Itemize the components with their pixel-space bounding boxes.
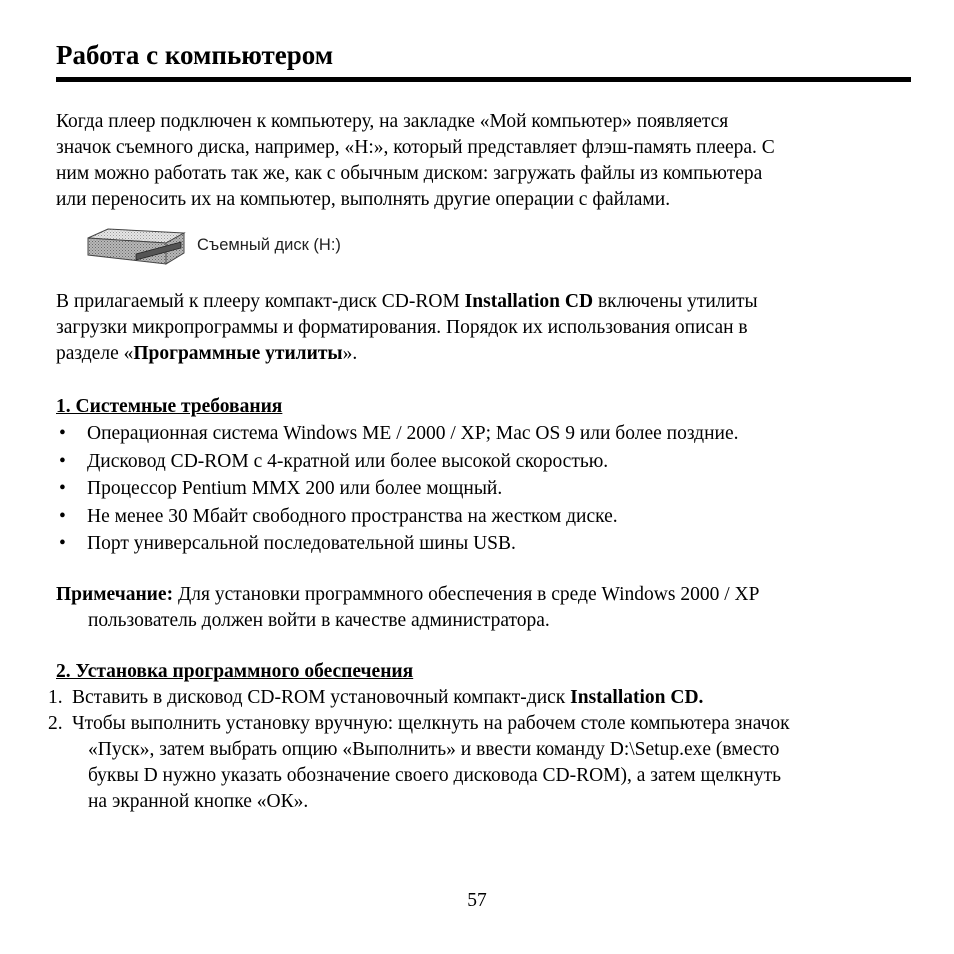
page-number: 57 xyxy=(467,890,487,911)
intro-paragraph xyxy=(56,109,916,213)
cd-paragraph xyxy=(56,289,916,367)
cd-text: ». xyxy=(342,343,358,364)
step-text: Чтобы выполнить установку вручную: щелкнуть на рабочем столе компьютера значок xyxy=(72,713,790,734)
list-item xyxy=(48,685,908,711)
step-text: буквы D нужно указать обозначение своего дисковода CD-ROM), а затем щелкнуть xyxy=(88,765,782,786)
note-block xyxy=(56,582,916,634)
removable-disk-icon xyxy=(86,226,186,270)
step-text: Вставить в дисковод CD-ROM установочный компакт-диск xyxy=(72,687,571,708)
intro-line: ним можно работать так же, как с обычным диском: загружать файлы из компьютера xyxy=(56,163,763,184)
list-item: • Процессор Pentium MMX 200 или более мощный. xyxy=(56,475,739,503)
list-item xyxy=(48,711,908,815)
cd-text: загрузки микропрограммы и форматирования. Порядок их использования описан в xyxy=(56,317,748,338)
removable-disk-item xyxy=(86,226,486,270)
list-item: • Порт универсальной последовательной шины USB. xyxy=(56,530,739,558)
cd-text: разделе « xyxy=(56,343,134,364)
note-text: пользователь должен войти в качестве администратора. xyxy=(88,610,550,631)
cd-text: В прилагаемый к плееру компакт-диск CD-ROM xyxy=(56,291,465,312)
step-text: на экранной кнопке «ОК». xyxy=(88,791,309,812)
list-item: • Дисковод CD-ROM с 4-кратной или более высокой скоростью. xyxy=(56,448,739,476)
list-item: • Операционная система Windows ME / 2000 / XP; Mac OS 9 или более поздние. xyxy=(56,420,739,448)
requirements-list xyxy=(56,420,739,558)
section-heading-requirements: 1. Системные требования xyxy=(56,396,283,417)
install-steps xyxy=(48,685,908,815)
step-bold-text: Installation CD. xyxy=(570,687,704,708)
note-text: Для установки программного обеспечения в среде Windows 2000 / XP xyxy=(173,584,760,605)
step-number: 2. xyxy=(48,713,63,734)
note-label: Примечание: xyxy=(56,584,174,605)
section-heading-install: 2. Установка программного обеспечения xyxy=(56,661,414,682)
step-text: «Пуск», затем выбрать опцию «Выполнить» и ввести команду D:\Setup.exe (вместо xyxy=(88,739,780,760)
intro-line: Когда плеер подключен к компьютеру, на закладке «Мой компьютер» появляется xyxy=(56,111,729,132)
intro-line: или переносить их на компьютер, выполнять другие операции с файлами. xyxy=(56,189,671,210)
cd-text: включены утилиты xyxy=(593,291,758,312)
title-divider xyxy=(56,77,911,82)
step-number: 1. xyxy=(48,687,63,708)
intro-line: значок съемного диска, например, «H:», который представляет флэш-память плеера. С xyxy=(56,137,775,158)
removable-disk-label: Съемный диск (H:) xyxy=(197,236,341,254)
list-item: • Не менее 30 Мбайт свободного пространства на жестком диске. xyxy=(56,503,739,531)
cd-bold-text: Программные утилиты xyxy=(133,343,343,364)
page-title: Работа с компьютером xyxy=(56,40,334,70)
cd-bold-text: Installation CD xyxy=(464,291,594,312)
